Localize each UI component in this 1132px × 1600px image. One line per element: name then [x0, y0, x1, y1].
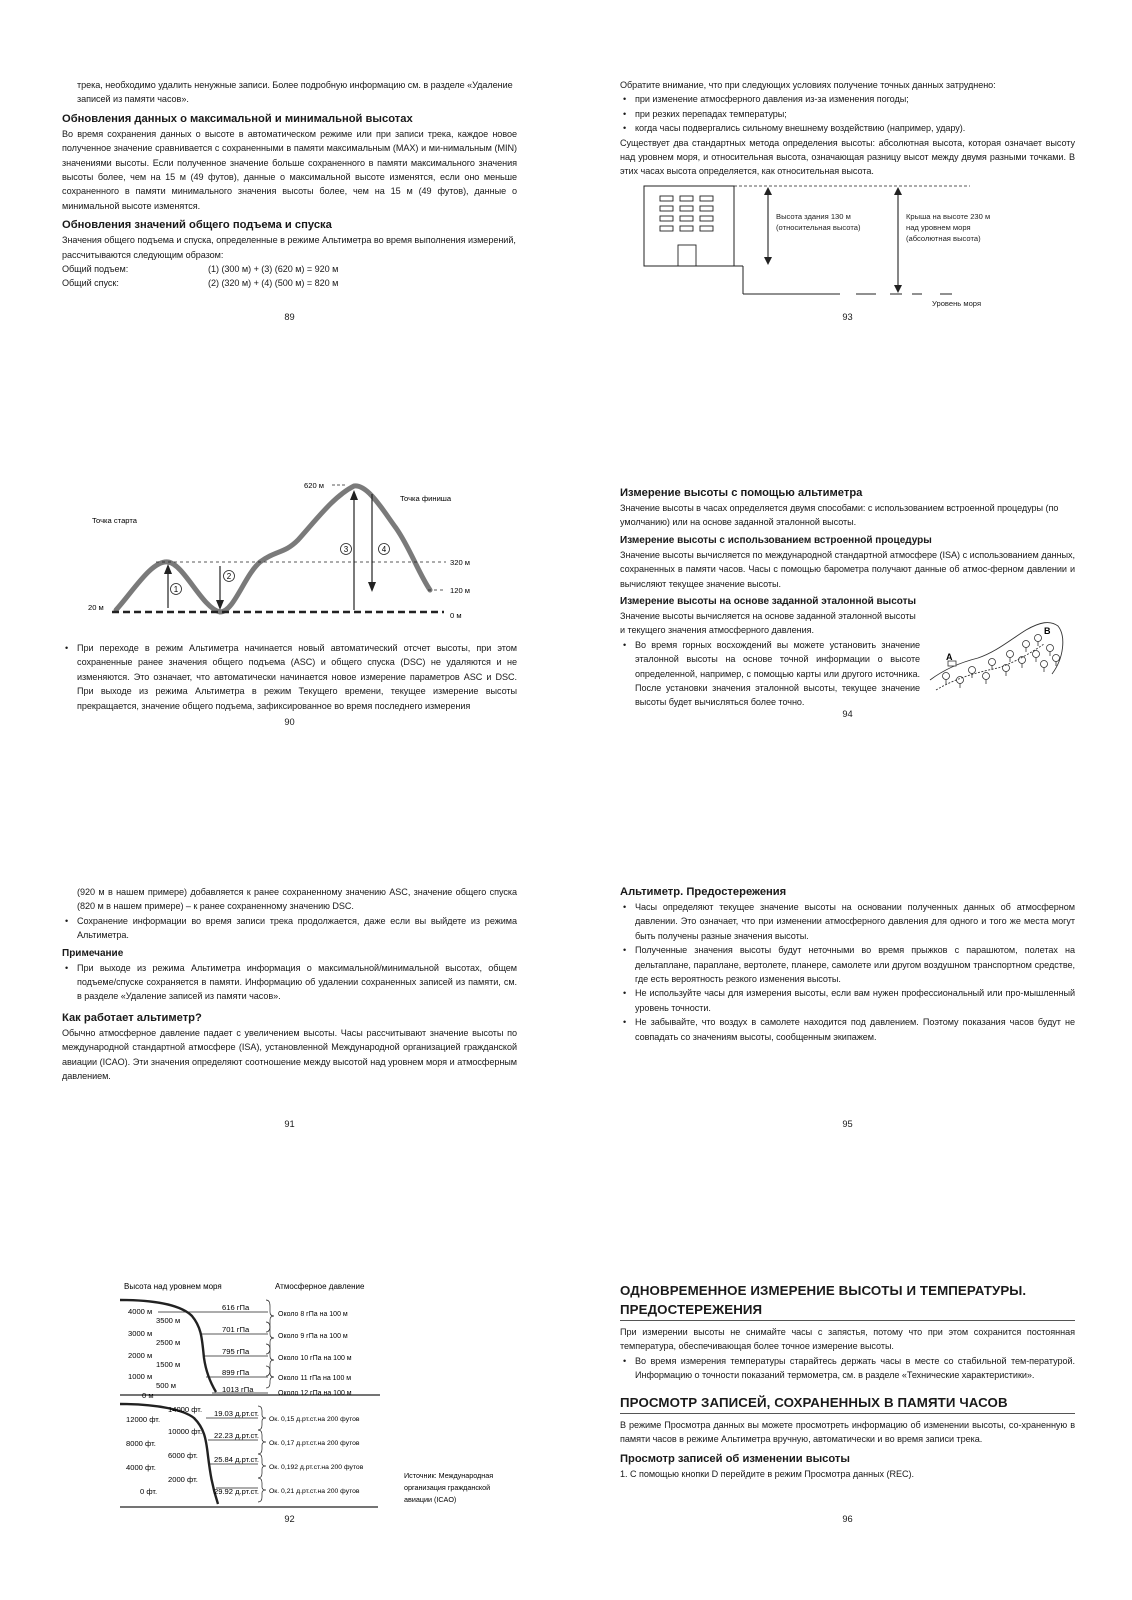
alt-m-2000: 2000 м	[128, 1351, 153, 1360]
p96-text-temp: При измерении высоты не снимайте часы с запястья, потому что при этом сохранится постоянная температура, обеспечивающая более точное измерение высоты.	[620, 1327, 1075, 1352]
page-number-91: 91	[284, 1119, 295, 1129]
alt-ft-2000: 2000 фт.	[168, 1475, 198, 1484]
p90-bullet-1: • При переходе в режим Альтиметра начинается новый автоматический отсчет высоты, при этом сохраненные ранее значения общего подъема (ASC) и общего спуска (DSC) не удаляются и не изменяются. Это означает, что автоматически начинается новое измерение параметров ASC и DSC. При выходе из режима Альтиметра в режим Текущего времени, текущее измерение высоты прекращается, значение общего подъема, зафиксированное во время последнего измерения	[62, 641, 517, 713]
pressure-altitude-table	[118, 1280, 518, 1520]
page-91	[62, 885, 517, 1083]
p96-heading-view: Просмотр записей об изменении высоты	[620, 1453, 850, 1466]
hpa-note-3: Около 10 гПа на 100 м	[278, 1355, 352, 1362]
p96-text-records: В режиме Просмотра данных вы можете просмотреть информацию об изменении высоты, со-храненную в памяти часов в режиме Альтиметра вручную, автоматически и во время записи трека.	[620, 1419, 1075, 1445]
altitude-profile-diagram	[84, 480, 484, 630]
page-number-90: 90	[284, 717, 295, 727]
alt-m-3500: 3500 м	[156, 1316, 181, 1325]
hpa-note-5: Около 12 гПа на 100 м	[278, 1390, 352, 1397]
p89-row-ascent-label: Общий подъем:	[62, 264, 129, 275]
page-93	[620, 78, 1075, 179]
p93-bullet-2: • при резких перепадах температуры;	[620, 107, 1075, 121]
source-line-1: Источник: Международная	[404, 1471, 494, 1480]
page-number-96: 96	[842, 1514, 853, 1524]
label-finish-point: Точка финиша	[400, 494, 452, 503]
p91-text-how: Обычно атмосферное давление падает с увеличением высоты. Часы рассчитывают значение высоты по международной стандартной атмосфере (ISA), установленной Международной организацией гражданской авиации (ICAO). Эти значения определяют соотношение между высотой над уровнем моря и атмосферным давлением.	[62, 1027, 517, 1082]
marker-4: 4	[381, 545, 387, 554]
marker-1: 1	[173, 585, 179, 594]
label-120m: 120 м	[450, 586, 471, 595]
p94-text-reference: Значение высоты вычисляется на основе заданной эталонной высоты и текущего значения атмосферного давления.	[620, 611, 916, 636]
p93-bullet-3: • когда часы подвергались сильному внешнему воздействию (например, удару).	[620, 121, 1075, 135]
label-roof-height: Крыша на высоте 230 м	[906, 212, 991, 221]
p93-intro: Обратите внимание, что при следующих условиях получение точных данных затруднено:	[620, 80, 996, 90]
p95-bullet-1: • Часы определяют текущее значение высоты на основании полученных данных об атмосферном давлении. Это означает, что при изменении атмосферного давления для одного и того же места могут быть получены разные значения высоты.	[620, 900, 1075, 943]
p89-row-descent	[62, 276, 517, 290]
source-line-3: авиации (ICAO)	[404, 1495, 457, 1504]
p89-row-descent-value: (2) (320 м) + (4) (500 м) = 820 м	[208, 278, 339, 289]
inhg-note-3: Ок. 0,192 д.рт.ст.на 200 футов	[269, 1464, 364, 1471]
alt-ft-10000: 10000 фт.	[168, 1427, 203, 1436]
alt-ft-14000: 14000 фт.	[168, 1405, 203, 1414]
header-altitude: Высота над уровнем моря	[124, 1282, 222, 1291]
label-20m: 20 м	[88, 603, 104, 612]
page-90	[62, 641, 517, 713]
label-absolute-height: (абсолютная высота)	[906, 234, 981, 243]
pressure-inhg-29: 29.92 д.рт.ст.	[214, 1487, 259, 1496]
p89-text-max-min: Во время сохранения данных о высоте в автоматическом режиме или при записи трека, каждое новое полученное значение сравнивается с сохраненными в памяти максимальным (MAX) и ми-нимальным (MIN) значениями высоты. Если полученное значение больше сохраненного в памяти максимального значения высоты более, чем на 15 м (49 футов), данные о максимальной высоте изменятся, если оно меньше сохраненного в памяти минимального значения высоты более, чем на 15 м (49 футов), данные о минимальной высоте изменятся.	[62, 128, 517, 211]
label-sea-level: Уровень моря	[932, 299, 982, 308]
page-number-92: 92	[284, 1514, 295, 1524]
pressure-inhg-25: 25.84 д.рт.ст.	[214, 1455, 259, 1464]
alt-ft-8000: 8000 фт.	[126, 1439, 156, 1448]
p94-text-altimeter: Значение высоты в часах определяется двумя способами: с использованием встроенной процедуры (по умолчанию) или на основе заданной эталонной высоты.	[620, 503, 1059, 528]
mountain-trail-illustration	[926, 618, 1068, 700]
p96-rule-2	[620, 1413, 1075, 1414]
pressure-hpa-795: 795 гПа	[222, 1347, 250, 1356]
alt-m-500: 500 м	[156, 1381, 177, 1390]
alt-m-4000: 4000 м	[128, 1307, 153, 1316]
p95-heading-warnings: Альтиметр. Предостережения	[620, 886, 787, 898]
p89-row-ascent	[62, 262, 517, 276]
p93-bullet-1: • при изменение атмосферного давления из-за изменения погоды;	[620, 92, 1075, 106]
page-number-95: 95	[842, 1119, 853, 1129]
pressure-inhg-22: 22.23 д.рт.ст.	[214, 1431, 259, 1440]
hpa-note-2: Около 9 гПа на 100 м	[278, 1333, 348, 1340]
label-above-sea: над уровнем моря	[906, 223, 971, 232]
p94-text-builtin: Значение высоты вычисляется по международной стандартной атмосфере (ISA) с использованием данных, сохраненных в памяти часов. Часы с помощью барометра получают данные об атмос-ферном давлении и вычисляют текущее значение высоты.	[620, 549, 1075, 589]
p89-text-asc-dsc: Значения общего подъема и спуска, определенные в режиме Альтиметра во время выполнения измерений, рассчитываются следующим образом:	[62, 235, 516, 260]
alt-m-1500: 1500 м	[156, 1360, 181, 1369]
p94-bullet-1: • Во время горных восхождений вы можете установить значение эталонной высоты на основе точной информации о высоте определенной, например, с помощью карты или другого источника. После установки значения эталонной высоты, текущее значение высоты будет вычисляться более точно.	[620, 638, 920, 710]
marker-2: 2	[226, 572, 232, 581]
p96-step-1: 1. С помощью кнопки D перейдите в режим Просмотра данных (REC).	[620, 1469, 915, 1480]
label-relative-height: (относительная высота)	[776, 223, 861, 232]
alt-m-1000: 1000 м	[128, 1372, 153, 1381]
alt-m-2500: 2500 м	[156, 1338, 181, 1347]
pressure-hpa-899: 899 гПа	[222, 1368, 250, 1377]
alt-ft-0: 0 фт.	[140, 1487, 158, 1496]
inhg-note-1: Ок. 0,15 д.рт.ст.на 200 футов	[269, 1416, 360, 1423]
alt-ft-6000: 6000 фт.	[168, 1451, 198, 1460]
p94-heading-reference: Измерение высоты на основе заданной эталонной высоты	[620, 596, 917, 608]
p93-text-methods: Существует два стандартных метода определения высоты: абсолютная высота, которая означает высоту над уровнем моря, и относительная высота, означающая разницу высот между двумя разными точками. В этих часах высота определяется, как относительная высота.	[620, 137, 1075, 177]
p89-heading-asc-dsc: Обновления значений общего подъема и спуска	[62, 219, 332, 232]
p94-heading-altimeter: Измерение высоты с помощью альтиметра	[620, 487, 863, 499]
p91-heading-note: Примечание	[62, 947, 124, 959]
hpa-note-4: Около 11 гПа на 100 м	[278, 1375, 352, 1382]
p91-bullet-2: • При выходе из режима Альтиметра информация о максимальной/минимальной высотах, общем подъеме/спуске сохраняется в памяти. Информацию об удалении сохраненных записей из памяти, см. в разделе «Удаление записей из памяти часов».	[62, 961, 517, 1004]
page-number-94: 94	[842, 709, 853, 719]
map-label-b: B	[1044, 626, 1051, 636]
p91-heading-how: Как работает альтиметр?	[62, 1011, 202, 1024]
p91-text-continued: (920 м в нашем примере) добавляется к ранее сохраненному значению ASC, значение общего спуска (820 м в нашем примере) – к ранее сохраненному значению DSC.	[77, 887, 517, 912]
p89-heading-max-min: Обновления данных о максимальной и минимальной высотах	[62, 112, 413, 125]
building-height-diagram	[640, 182, 1020, 314]
inhg-note-2: Ок. 0,17 д.рт.ст.на 200 футов	[269, 1440, 360, 1447]
p89-row-ascent-value: (1) (300 м) + (3) (620 м) = 920 м	[208, 264, 339, 275]
page-89	[62, 78, 517, 291]
p95-bullet-2: • Полученные значения высоты будут неточными во время прыжков с парашютом, полетах на дельтаплане, параплане, вертолете, планере, самолете или другом воздушном транспортном средстве, где есть вероятность резкого изменения высоты.	[620, 943, 1075, 986]
header-pressure: Атмосферное давление	[275, 1282, 365, 1291]
pressure-hpa-1013: 1013 гПа	[222, 1385, 254, 1394]
map-label-a: A	[946, 652, 953, 662]
page-96	[620, 1281, 1075, 1482]
p96-heading-records: ПРОСМОТР ЗАПИСЕЙ, СОХРАНЕННЫХ В ПАМЯТИ ЧАСОВ	[620, 1394, 1008, 1410]
p96-rule-1	[620, 1320, 1075, 1321]
pressure-hpa-701: 701 гПа	[222, 1325, 250, 1334]
pressure-inhg-19: 19.03 д.рт.ст.	[214, 1409, 259, 1418]
p94-heading-builtin: Измерение высоты с использованием встроенной процедуры	[620, 534, 932, 546]
p89-intro: трека, необходимо удалить ненужные записи. Более подробную информацию см. в разделе «Удаление записей из памяти часов».	[77, 80, 513, 105]
page-number-93: 93	[842, 312, 853, 322]
p91-bullet-1: • Сохранение информации во время записи трека продолжается, даже если вы выйдете из режима Альтиметра.	[62, 914, 517, 943]
alt-ft-4000: 4000 фт.	[126, 1463, 156, 1472]
alt-m-0: 0 м	[142, 1391, 154, 1400]
hpa-note-1: Около 8 гПа на 100 м	[278, 1311, 348, 1318]
p96-bullet-1: • Во время измерения температуры старайтесь держать часы в месте со стабильной тем-пературой. Информацию о точности показаний термометра, см. в разделе «Технические характеристики».	[620, 1354, 1075, 1383]
p89-row-descent-label: Общий спуск:	[62, 278, 119, 289]
alt-ft-12000: 12000 фт.	[126, 1415, 161, 1424]
marker-3: 3	[343, 545, 349, 554]
p95-bullet-4: • Не забывайте, что воздух в самолете находится под давлением. Поэтому показания часов будут не совпадать со значениям высоты, сообщенным экипажем.	[620, 1015, 1075, 1044]
p95-bullet-3: • Не используйте часы для измерения высоты, если вам нужен профессиональный или про-мышленный уровень точности.	[620, 986, 1075, 1015]
label-building-height: Высота здания 130 м	[776, 212, 851, 221]
page-number-89: 89	[284, 312, 295, 322]
page-95	[620, 885, 1075, 1044]
inhg-note-4: Ок. 0,21 д.рт.ст.на 200 футов	[269, 1488, 360, 1495]
pressure-hpa-616: 616 гПа	[222, 1303, 250, 1312]
label-320m: 320 м	[450, 558, 471, 567]
label-620m: 620 м	[304, 481, 325, 490]
label-start-point: Точка старта	[92, 516, 137, 525]
label-0m: 0 м	[450, 611, 462, 620]
p96-heading-temp-b: ПРЕДОСТЕРЕЖЕНИЯ	[620, 1302, 763, 1317]
p96-heading-temp-a: ОДНОВРЕМЕННОЕ ИЗМЕРЕНИЕ ВЫСОТЫ И ТЕМПЕРАТУРЫ.	[620, 1283, 1027, 1298]
alt-m-3000: 3000 м	[128, 1329, 153, 1338]
source-line-2: организация гражданской	[404, 1483, 491, 1492]
